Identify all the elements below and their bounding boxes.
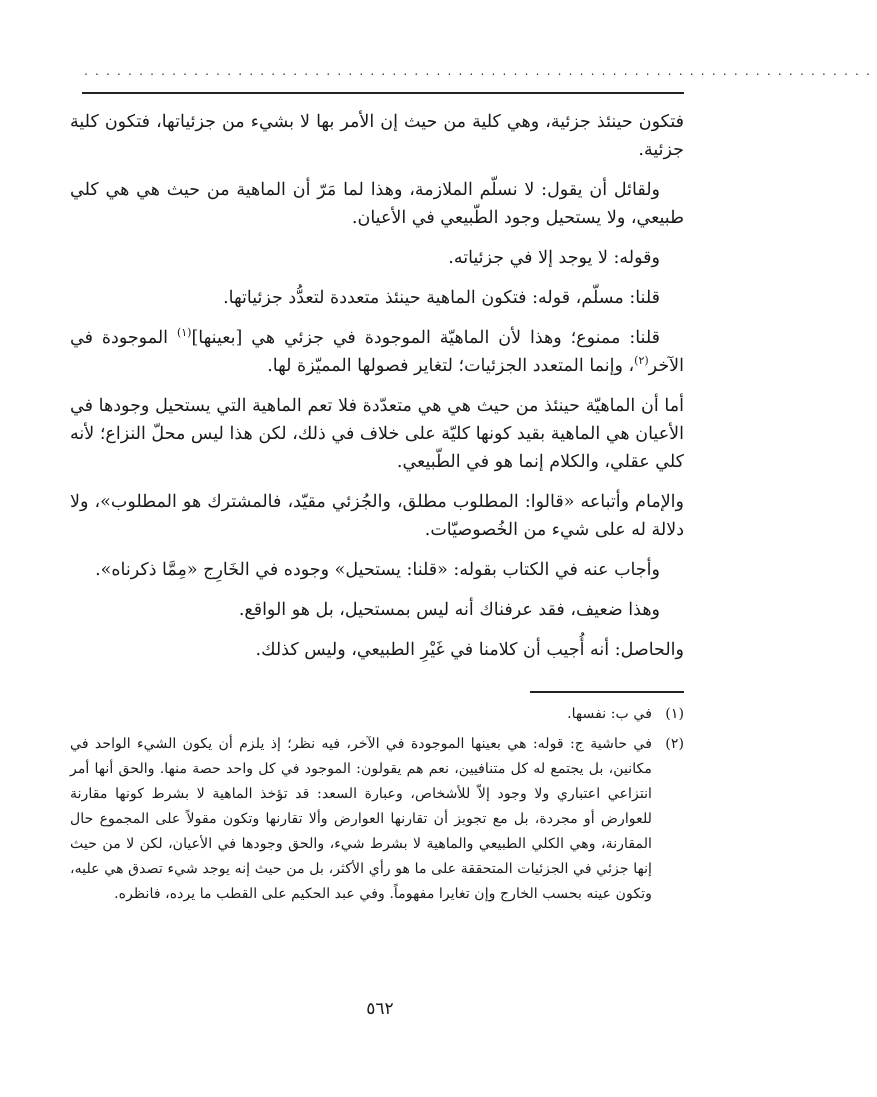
footnote-separator: [530, 691, 684, 693]
paragraph-7: والإمام وأتباعه «قالوا: المطلوب مطلق، والجُزئي مقيّد، فالمشترك هو المطلوب»، ولا دلالة له على شيء من الخُصوصيّات.: [70, 492, 684, 540]
footnote-text: في حاشية ج: قوله: هي بعينها الموجودة في الآخر، فيه نظر؛ إذ يلزم أن يكون الشيء الواحد في مكانين، بل يجتمع له كل متنافيين، نعم هم يقولون: الموجود في كل واحد حصة منها. والحق أنها أمر انتزاعي اعتباري ولا وجود إلاّ للأشخاص، وعبارة السعد: قد تؤخذ الماهية لا بشرط كونها مقارنة للعوارض أو مجردة، بل مع تجويز أن تقارنها العوارض وألا تقارنها وتكون مقولاً على المجموع حال المقارنة، وهي الكلي الطبيعي والماهية لا بشرط شيء، والحق وجودها في الأعيان، لكن لا من حيث إنها جزئي في الجزئيات المتحققة على ما هو رأي الأكثر، بل من حيث إنه يوجد شيء تصدق هي عليه، وتكون عينه بحسب الخارج وإن تغايرا مفهوماً. وفي عبد الحكيم على القطب ما يرده، فانظره.: [70, 736, 652, 902]
paragraph-4: قلنا: مسلّم، قوله: فتكون الماهية حينئذ متعددة لتعدُّد جزئياتها.: [223, 288, 660, 308]
footnote-text: في ب: نفسها.: [567, 706, 652, 722]
footnote-number: (١): [665, 706, 684, 722]
page-number: ٥٦٢: [366, 999, 394, 1019]
footnote-ref-1: (١): [176, 326, 192, 340]
footnote-1: [70, 702, 684, 727]
footnote-ref-2: (٢): [634, 354, 649, 368]
paragraph-1: فتكون حينئذ جزئية، وهي كلية من حيث إن الأمر بها لا بشيء من جزئياتها، فتكون كلية جزئية.: [70, 112, 684, 160]
footnotes: [70, 702, 684, 912]
paragraph-9: وهذا ضعيف، فقد عرفناك أنه ليس بمستحيل، بل هو الواقع.: [238, 600, 660, 620]
paragraph-5-part-c: ، وإنما المتعدد الجزئيات؛ لتغاير فصولها المميّزة لها.: [267, 356, 635, 376]
footnote-number: (٢): [665, 736, 684, 752]
footnote-2: [70, 732, 684, 907]
paragraph-5-part-b: الموجودة في الآخر: [70, 328, 684, 376]
paragraph-3: وقوله: لا يوجد إلا في جزئياته.: [448, 248, 660, 268]
main-text: [70, 108, 684, 676]
paragraph-2: ولقائل أن يقول: لا نسلّم الملازمة، وهذا لما مَرّ أن الماهية من حيث هي هي كلي طبيعي، ولا يستحيل وجود الطّبيعي في الأعيان.: [70, 180, 684, 228]
paragraph-8: وأجاب عنه في الكتاب بقوله: «قلنا: يستحيل» وجوده في الخَارِج «مِمَّا ذكرناه».: [95, 560, 660, 580]
header-dot-leader: ........................................................................: [84, 64, 877, 78]
paragraph-10: والحاصل: أنه أُجيب أن كلامنا في غَيْرِ الطبيعي، وليس كذلك.: [255, 640, 684, 660]
header-rule: [82, 92, 684, 94]
paragraph-5-part-a: قلنا: ممنوع؛ وهذا لأن الماهيّة الموجودة في جزئي هي [بعينها]: [191, 328, 660, 348]
paragraph-6: أما أن الماهيّة حينئذ من حيث هي هي متعدّدة فلا تعم الماهية التي يستحيل وجودها في الأعيان هي الماهية بقيد كونها كليّة على خلاف في ذلك، لكن هذا ليس محلّ النزاع؛ لأنه كلي عقلي، والكلام إنما هو في الطّبيعي.: [70, 396, 684, 472]
paragraph-5: [70, 324, 684, 380]
